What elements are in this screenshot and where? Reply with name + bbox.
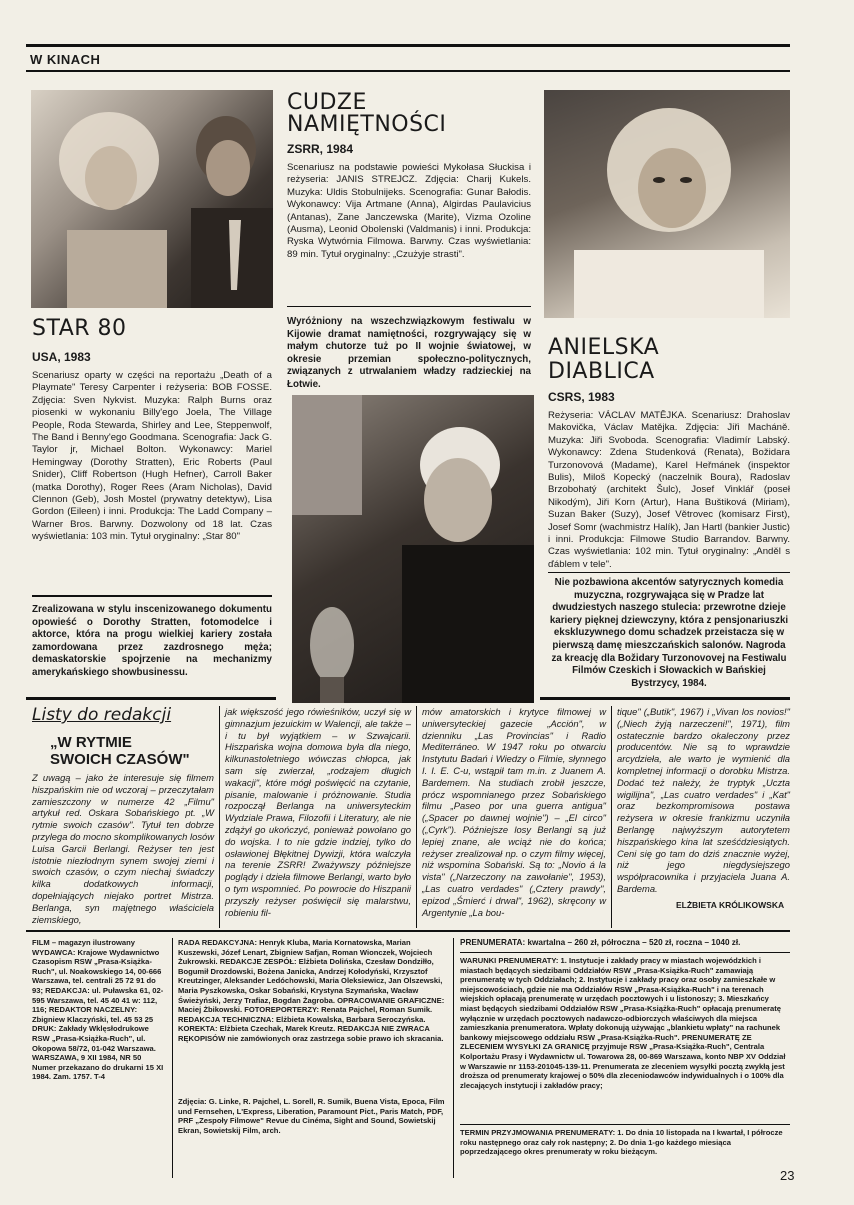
masthead-subscription-terms: WARUNKI PRENUMERATY: 1. Instytucje i zakłady pracy w miastach wojewódzkich i miastach będących siedzibami Oddziałów RSW „Prasa-Książka-Ruch" zamawiają prenumeratę w tych Oddziałach; 2. Instytucje i zakłady pracy oraz osoby zamieszkałe w miejscowościach, gdzie nie ma Oddziałów RSW „Prasa-Książka-Ruch" i na terenach wiejskich opłacają prenumeratę w urzędach pocztowych i u listonoszy; 3. Mieszkańcy miast będących siedzibami Oddziałów RSW „Prasa-Książka-Ruch" opłacają prenumeratę wyłącznie w urzędach pocztowych nadawczo-odbiorczych właściwych dla miejsca zamieszkania prenumeratora. Wpłaty dokonują używając „blankietu wpłaty" na rachunek bankowy miejscowego oddziału RSW „Prasa-Książka-Ruch". PRENUMERATĘ ZE ZLECENIEM WYSYŁKI ZA GRANICĘ przyjmuje RSW „Prasa-Książka-Ruch", Centrala Kolportażu Prasy i Wydawnictw ul. Towarowa 28, 00-869 Warszawa, konto NBP XV Oddział w Warszawie nr 1153-201045-139-11. Prenumerata ze zleceniem wysyłki pocztą zwykłą jest droższa od prenumeraty krajowej o 50% dla zleceniodawców indywidualnych i o 100% dla zlecających instytucji i zakładów pracy; [460, 956, 786, 1090]
anielska-photo [544, 90, 790, 318]
star80-photo-art [31, 90, 273, 308]
star80-country: USA, 1983 [32, 350, 91, 364]
masthead-divider-2 [453, 938, 454, 1178]
star80-rule [32, 595, 272, 597]
cudze-photo-art [292, 395, 534, 703]
cudze-country: ZSRR, 1984 [287, 142, 354, 156]
anielska-photo-art [544, 90, 790, 318]
cudze-rule [287, 306, 531, 307]
column-divider-1 [219, 706, 220, 928]
header-bottom-rule [26, 70, 790, 72]
letters-column-2: jak większość jego rówieśników, uczył się w gimnazjum jezuickim w Walencji, ale także – i tu był wyjątkiem – w Szwajcarii. Hiszpańska wojna domowa była dla niego, kilkunastoletniego wówczas chłopca, jak sam się zwierzał, „rodzajem długich wakacji", które mógł poświęcić na czytanie, pisanie, malowanie i próżnowanie. Studia rozpoczął Berlanga na uniwersyteckim Wydziale Prawa, Filozofii i Literatury, ale nie zdążył go ukończyć, ponieważ powołano go do wojska. I to nie gdzie indziej, tylko do osławionej Błękitnej Dywizji, która walczyła na terenie ZSRR! Zważywszy późniejsze poglądy i dzieła filmowe Berlangi, warto było o tym wspomnieć. Po powrocie do Hiszpanii przyszły reżyser poświęcił się malarstwu, robieniu fil- [225, 706, 411, 918]
masthead-terms-rule [460, 1124, 790, 1125]
letters-headline-line2: SWOICH CZASÓW" [50, 751, 190, 768]
anielska-country: CSRS, 1983 [548, 390, 615, 404]
star80-photo [31, 90, 273, 308]
column-divider-3 [611, 706, 612, 928]
section-label: W KINACH [30, 52, 101, 67]
cudze-title-line1: CUDZE [287, 90, 367, 115]
cudze-summary: Wyróżniony na wszechzwiązkowym festiwalu w Kijowie dramat namiętności, rozgrywający się w małym chutorze tuż po II wojnie światowej, w okresie przemian społeczno-politycznych, związanych z utrwalaniem władzy radzieckiej na Łotwie. [287, 316, 531, 390]
anielska-description: Reżyseria: VÁCLAV MATĚJKA. Scenariusz: Drahoslav Makovička, Václav Matějka. Zdjęcia: Jiři Macháně. Muzyka: Jiři Svoboda. Scenografia: Vladimír Labský. Wykonawcy: Zdena Studenková (Renata), Božidara Turzonovová (Madame), Karel Heřmánek (inspektor Bulis), Miloš Kopecký (naczelnik Boura), Radoslav Brzobohatý (architekt Šulc), Josef Vinklář (poseł Nikodým), Jiři Korn (Artur), Hana Buštiková (Miriam), Suzan Baker (Suzy), Josef Větrovec (komisarz First), Josef Somr (wachmistrz Halík), Jan Hartl (bankier Justic) i inni. Produkcja: Filmowe Studio Barrandov. Barwny. Czas wyświetlania: 102 min. Tytuł oryginalny: „Anděl s ďáblem v tele". [548, 410, 790, 570]
anielska-summary: Nie pozbawiona akcentów satyrycznych komedia muzyczna, rozgrywająca się w Pradze lat dwudziestych naszego stulecia: przewrotne dzieje kariery pięknej dziewczyny, która z pensjonariuszki ekskluzywnego domu schadzek przeistacza się w pierwszą damę mieszczańskich salonów. Nagroda za kreację dla Božidary Turzonovovej na Festiwalu Filmów Czeskich i Słowackich w Bańskiej Bystrzycy, 1984. [549, 577, 789, 689]
letters-section-title: Listy do redakcji [32, 705, 172, 725]
anielska-rule [548, 572, 790, 573]
letters-column-4: tique" („Butik", 1967) i „Vivan los novios!" („Niech żyją narzeczeni!", 1971), film ostatecznie bardzo okaleczony przez producentów. Nie są to wprawdzie arcydzieła, ale warto je wymienić dla kompletnej informacji o dorobku Mistrza. Dodać też należy, że tryptyk „Uczta wigilijna", „Las cuatro verdades" i „Kat" oraz bezkompromisowa postawa reżysera w okresie frankizmu uczyniła Berlangę najwyższym autorytetem hiszpańskiego kina lat sześćdziesiątych. Ceni się go tam do dziś znacznie wyżej, niż jego niegdysiejszego współpracownika i przyjaciela Juana A. Bardema. [617, 706, 790, 894]
letters-column-1: Z uwagą – jako że interesuje się filmem hiszpańskim nie od wczoraj – przeczytałam zamieszczony w numerze 42 „Filmu" artykuł red. Oskara Sobańskiego pt. „W rytmie swoich czasów". Tytuł ten dobrze przylega do mocno skomplikowanych losów Luisa Garcii Berlangi. Reżyser ten jest istotnie niezłodnym synem swojej ziemi i swoich czasów, o czym niechaj świadczy kilka dodatkowych informacji, dopełniających niejako portret Mistrza. Berlanga, syn majętnego właściciela ziemskiego, [32, 772, 214, 925]
letters-top-rule-right [540, 697, 790, 700]
letters-signature: ELŻBIETA KRÓLIKOWSKA [676, 900, 785, 910]
letters-column-3: mów amatorskich i krytyce filmowej w uniwersyteckiej gazecie „Acción", w dzienniku „Las Provincias" i Radio Mediterráneo. W 1947 roku po otwarciu Instytutu Badań i Wiedzy o Filmie, słynnego I. I. E. C-u, wstąpił tam m.in. z Juanem A. Bardemem. Na studiach zrobił jeszcze, prócz wspomnianego przez Sobańskiego filmu „Paseo por una guerra antigua" („Spacer po dawnej wojnie") – „El circo" („Cyrk"). Późniejsze losy Berlangi są już lepiej znane, ale wciąż nie do końca; reżyser zrealizował np. o czym filmy więcej, niż wspomina Sobański. Są to: „Novio á la vista" („Narzeczony na zawołanie", 1953), „Las cuatro verdades" („Cztery prawdy", epizod „Śmierć i drwal", 1962), skręcony w Argentynie „La bou- [422, 706, 606, 918]
masthead-publisher: FILM – magazyn ilustrowany WYDAWCA: Krajowe Wydawnictwo Czasopism RSW „Prasa-Książka-Ruch", ul. Noakowskiego 14, 00-666 Warszawa, tel. centrali 25 72 91 do 93; REDAKCJA: ul. Puławska 61, 02-595 Warszawa, tel. 45 40 41 w: 112, 116; REDAKTOR NACZELNY: Zbigniew Klaczyński, tel. 45 53 25 DRUK: Zakłady Wklęsłodrukowe RSW „Prasa-Książka-Ruch", ul. Okopowa 58/72, 01-042 Warszawa. WARSZAWA, 9 XII 1984, NR 50 Numer przekazano do drukarni 15 XI 1984. Zam. 1757. T-4 [32, 938, 164, 1082]
page-number: 23 [780, 1168, 795, 1183]
masthead-price-rule [460, 952, 790, 953]
masthead-editorial: RADA REDAKCYJNA: Henryk Kluba, Maria Kornatowska, Marian Kuszewski, Józef Lenart, Zbigniew Safjan, Roman Wionczek, Wojciech Żukrowski. REDAKCJE ZESPÓŁ: Elżbieta Dolińska, Czesław Dondziłło, Bogumił Drozdowski, Bożena Janicka, Andrzej Kołodyński, Krzysztof Kreutzinger, Aleksander Ledóchowski, Maria Oleksiewicz, Jan Olszewski, Maria Pyszkowska, Oskar Sobański, Krystyna Szymańska, Wacław Świeżyński, Jerzy Trafiaz, Bogdan Żagroba. OPRACOWANIE GRAFICZNE: Maciej Żbikowski. FOTOREPORTERZY: Renata Pajchel, Roman Sumik. REDAKCJA TECHNICZNA: Elżbieta Kowalska, Barbara Seroczyńska. KOREKTA: Elżbieta Czechak, Marek Kreutz. REDAKCJA NIE ZWRACA RĘKOPISÓW nie zamówionych oraz zastrzega sobie prawo ich skracania. [178, 938, 445, 1043]
header-top-rule [26, 44, 790, 47]
masthead-divider-1 [172, 938, 173, 1178]
star80-title: STAR 80 [32, 316, 127, 341]
letters-top-rule [26, 697, 276, 700]
cudze-description: Scenariusz na podstawie powieści Mykołasa Słuckisa i reżyseria: JANIS STREJCZ. Zdjęcia: Charij Kukels. Muzyka: Uldis Stobulnijeks. Scenografia: Gunar Bałodis. Wykonawcy: Vija Artmane (Anna), Algirdas Paulavicius (Antanas), Zane Janczewska (Marite), Vizma Ozoline (Ausma), Leonid Obolenski (Valdmanis) i inni. Produkcja: Ryska Wytwórnia Filmowa. Barwny. Czas wyświetlania: 89 min. Tytuł oryginalny: „Czużyje strasti". [287, 162, 531, 260]
column-divider-2 [416, 706, 417, 928]
cudze-title-line2: NAMIĘTNOŚCI [287, 112, 447, 137]
masthead-top-rule [26, 930, 790, 932]
masthead-subscription-deadline: TERMIN PRZYJMOWANIA PRENUMERATY: 1. Do dnia 10 listopada na I kwartał, I półrocze roku następnego oraz cały rok następny; 2. Do dnia 1-go każdego miesiąca poprzedzającego okres prenumeraty w roku bieżącym. [460, 1128, 783, 1157]
masthead-subscription-price: PRENUMERATA: kwartalna – 260 zł, półroczna – 520 zł, roczna – 1040 zł. [460, 938, 741, 947]
cudze-photo [292, 395, 534, 703]
masthead-photo-credits: Zdjęcia: G. Linke, R. Pajchel, L. Sorell, R. Sumik, Buena Vista, Epoca, Film und Fernsehen, L'Express, Liberation, Paramount Pict., Paris Match, PDF, PRF „Zespoły Filmowe" Revue du Cinéma, Sight and Sound, Sowietskij Ekran, Sowietskij Film, arch. [178, 1097, 445, 1135]
star80-summary: Zrealizowana w stylu inscenizowanego dokumentu opowieść o Dorothy Stratten, fotomodelce i aktorce, która na progu wielkiej kariery została zamordowana przez zazdrosnego męża; demaskatorskie spojrzenie na mechanizmy amerykańskiego showbusinessu. [32, 604, 272, 678]
anielska-title-line2: DIABLICA [548, 359, 655, 384]
letters-headline-line1: „W RYTMIE [50, 734, 132, 751]
anielska-title-line1: ANIELSKA [548, 335, 660, 360]
star80-description: Scenariusz oparty w części na reportażu „Death of a Playmate" Teresy Carpenter i reżyseria: BOB FOSSE. Zdjęcia: Sven Nykvist. Muzyka: Ralph Burns oraz piosenki w wykonaniu Billy'ego Joela, The Village People, Roda Stewarda, Shirley and Lee, Steppenwolf, The Band i Benny'ego Goodmana. Scenografia: Jack G. Taylor jr, Michael Bolton. Wykonawcy: Mariel Hemingway (Dorothy Stratten), Eric Roberts (Paul Snider), Cliff Robertson (Hugh Hefner), Carroll Baker (matka Dorothy), Roger Rees (Aram Nicholas), David Clennon (Geb), Josh Mostel (prywatny detektyw), Lisa Gordon (Eileen) i inni. Produkcja: The Ladd Company – Warner Bros. Barwny. Dozwolony od 18 lat. Czas wyświetlania: 103 min. Tytuł oryginalny: „Star 80" [32, 370, 272, 543]
